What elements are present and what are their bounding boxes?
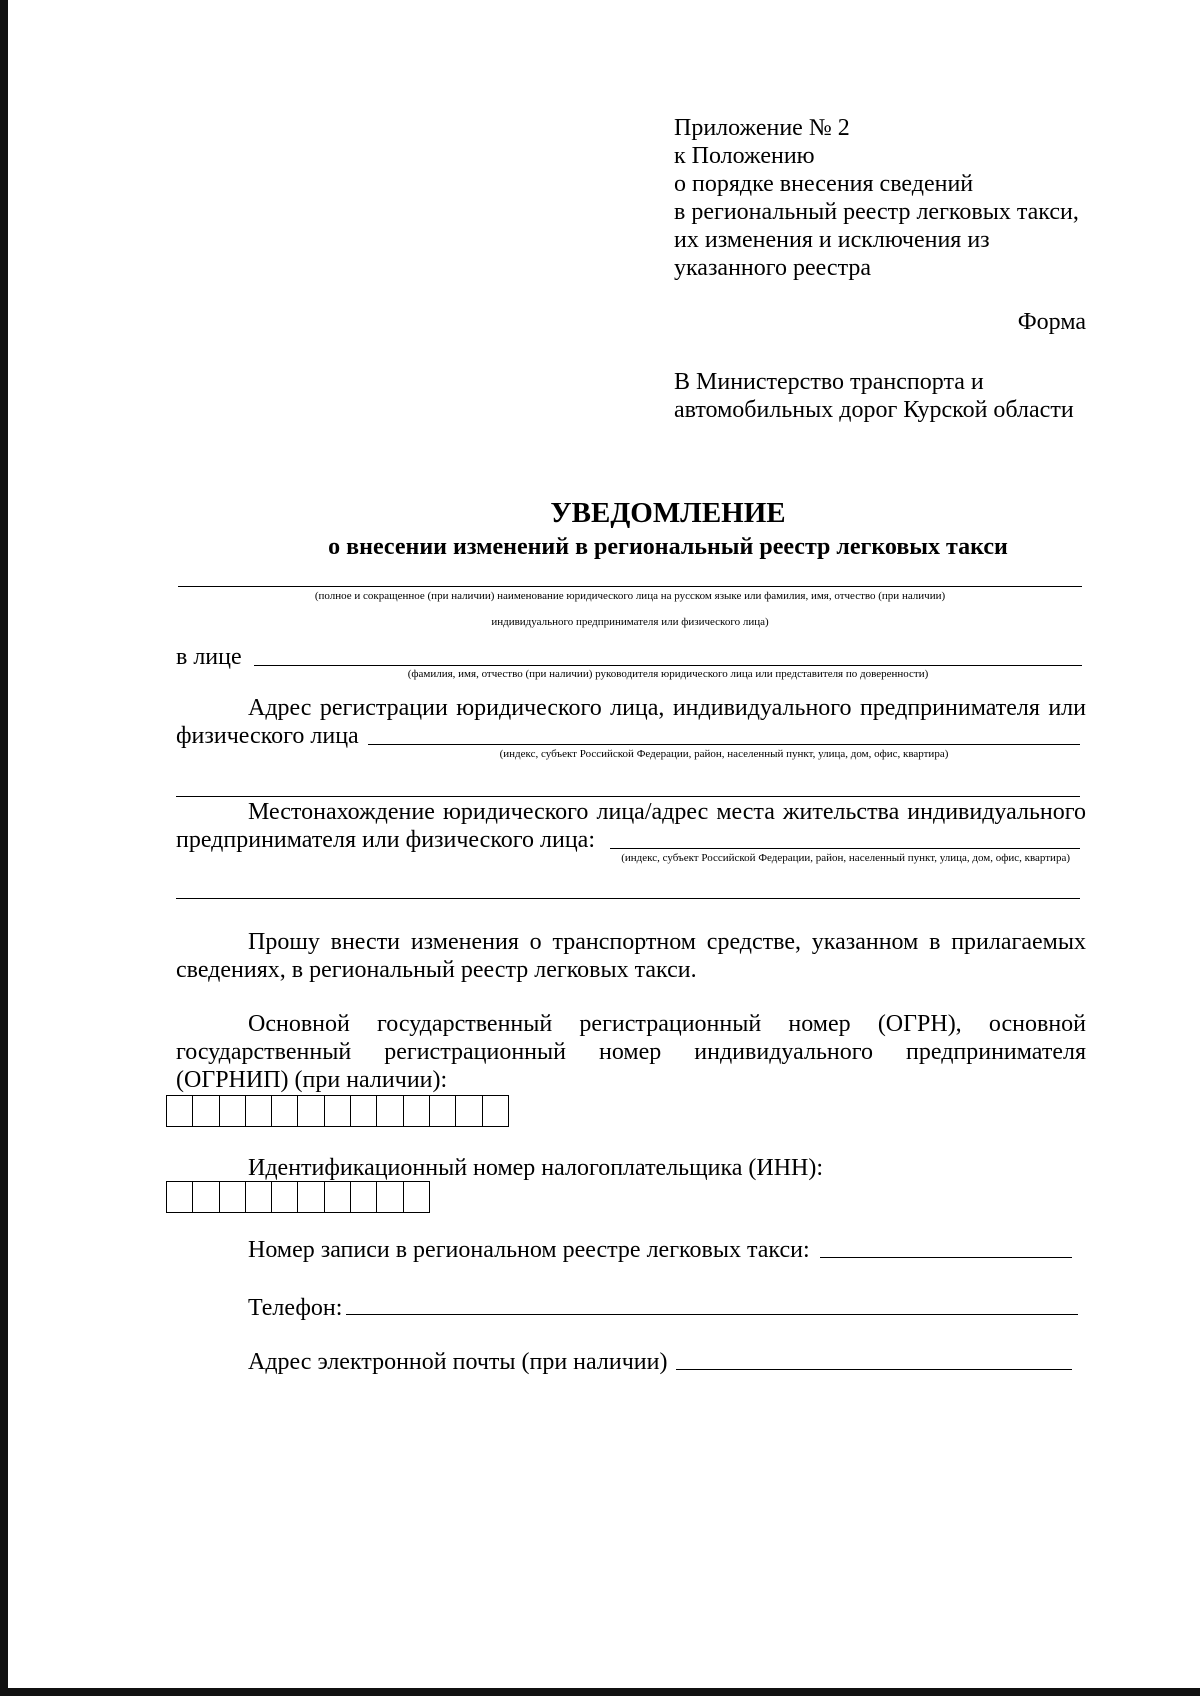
ogrn-digit-box[interactable] [298, 1096, 324, 1126]
registry-number-line[interactable] [820, 1257, 1072, 1258]
applicant-name-line[interactable] [178, 586, 1082, 587]
addressee-line: автомобильных дорог Курской области [674, 397, 1074, 423]
ogrn-digit-box[interactable] [167, 1096, 193, 1126]
inn-digit-box[interactable] [246, 1182, 272, 1212]
document-title: УВЕДОМЛЕНИЕ [550, 497, 786, 529]
inn-digit-box[interactable] [193, 1182, 219, 1212]
phone-label: Телефон: [248, 1295, 343, 1321]
location-line-2[interactable] [176, 898, 1080, 899]
email-line[interactable] [676, 1369, 1072, 1370]
scan-left-edge [0, 0, 8, 1696]
inn-digit-box[interactable] [404, 1182, 430, 1212]
applicant-name-hint: (полное и сокращенное (при наличии) наименование юридического лица на русском языке или фамилия, имя, отчество (при наличии) [314, 590, 946, 602]
applicant-name-hint-2: индивидуального предпринимателя или физического лица) [491, 616, 769, 628]
request-text: Прошу внести изменения о транспортном средстве, указанном в прилагаемых [248, 929, 1086, 955]
represented-by-hint: (фамилия, имя, отчество (при наличии) руководителя юридического лица или представителя по доверенности) [407, 668, 929, 680]
inn-digit-box[interactable] [167, 1182, 193, 1212]
addressee-block [674, 368, 1074, 424]
appendix-line: в региональный реестр легковых такси, [674, 199, 1079, 225]
ogrn-digit-box[interactable] [220, 1096, 246, 1126]
reg-address-line-2[interactable] [176, 796, 1080, 797]
ogrn-digit-box[interactable] [404, 1096, 430, 1126]
addressee-line: В Министерство транспорта и [674, 369, 984, 395]
ogrn-digit-box[interactable] [483, 1096, 509, 1126]
represented-by-label: в лице [176, 644, 242, 670]
inn-digit-box[interactable] [272, 1182, 298, 1212]
ogrn-digit-box[interactable] [272, 1096, 298, 1126]
ogrn-digit-box[interactable] [193, 1096, 219, 1126]
reg-address-line[interactable] [368, 744, 1080, 745]
ogrn-text-3: (ОГРНИП) (при наличии): [176, 1067, 448, 1093]
appendix-block [674, 114, 1079, 282]
inn-label: Идентификационный номер налогоплательщика (ИНН): [248, 1155, 824, 1181]
phone-line[interactable] [346, 1314, 1078, 1315]
appendix-line: к Положению [674, 143, 815, 169]
appendix-line: Приложение № 2 [674, 115, 850, 141]
form-label: Форма [1017, 309, 1086, 335]
reg-address-text: Адрес регистрации юридического лица, индивидуального предпринимателя или [248, 695, 1086, 721]
ogrn-text: Основной государственный регистрационный номер (ОГРН), основной [248, 1011, 1086, 1037]
appendix-line: указанного реестра [674, 255, 872, 281]
ogrn-digit-box[interactable] [325, 1096, 351, 1126]
ogrn-input-boxes[interactable] [166, 1095, 509, 1127]
ogrn-digit-box[interactable] [430, 1096, 456, 1126]
location-text: Местонахождение юридического лица/адрес места жительства индивидуального [248, 799, 1086, 825]
document-subtitle: о внесении изменений в региональный реестр легковых такси [328, 534, 1008, 560]
registry-number-label: Номер записи в региональном реестре легковых такси: [248, 1237, 810, 1263]
appendix-line: о порядке внесения сведений [674, 171, 974, 197]
ogrn-digit-box[interactable] [351, 1096, 377, 1126]
ogrn-text-2: государственный регистрационный номер индивидуального предпринимателя [176, 1039, 1086, 1065]
location-hint: (индекс, субъект Российской Федерации, район, населенный пункт, улица, дом, офис, квартира) [621, 852, 1070, 864]
location-line[interactable] [610, 848, 1080, 849]
inn-input-boxes[interactable] [166, 1181, 430, 1213]
inn-digit-box[interactable] [220, 1182, 246, 1212]
ogrn-digit-box[interactable] [456, 1096, 482, 1126]
inn-digit-box[interactable] [351, 1182, 377, 1212]
inn-digit-box[interactable] [377, 1182, 403, 1212]
represented-by-line[interactable] [254, 665, 1082, 666]
location-label: предпринимателя или физического лица: [176, 827, 596, 853]
inn-digit-box[interactable] [325, 1182, 351, 1212]
reg-address-hint: (индекс, субъект Российской Федерации, район, населенный пункт, улица, дом, офис, квартира) [499, 748, 949, 760]
email-label: Адрес электронной почты (при наличии) [248, 1349, 668, 1375]
appendix-line: их изменения и исключения из [674, 227, 990, 253]
scan-bottom-edge [0, 1688, 1200, 1696]
reg-address-label: физического лица [176, 723, 359, 749]
inn-digit-box[interactable] [298, 1182, 324, 1212]
ogrn-digit-box[interactable] [246, 1096, 272, 1126]
ogrn-digit-box[interactable] [377, 1096, 403, 1126]
request-text-2: сведениях, в региональный реестр легковых такси. [176, 957, 697, 983]
